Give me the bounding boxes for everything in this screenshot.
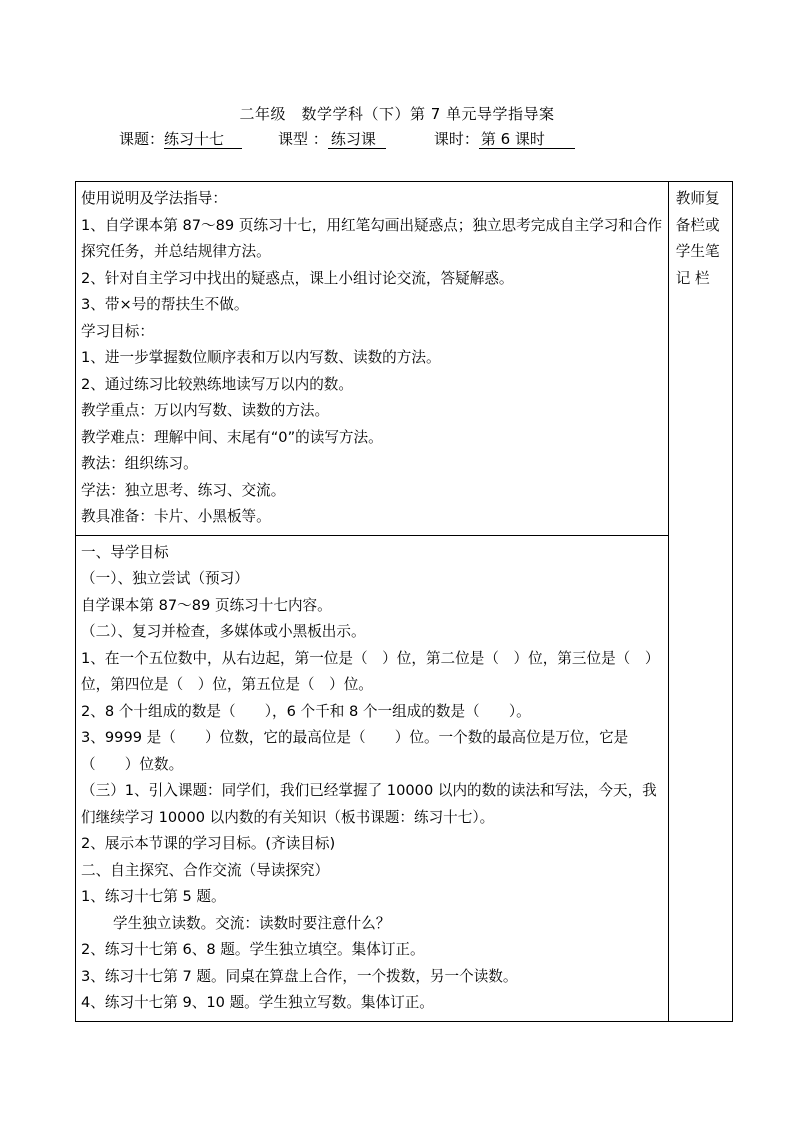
section-heading: 一、导学目标 xyxy=(81,543,169,561)
period-label: 课时： xyxy=(433,130,479,148)
notes-label-line: 学生笔 xyxy=(675,243,720,260)
exercise-item: 2、练习十七第 6、8 题。学生独立填空。集体订正。 xyxy=(81,941,425,958)
learning-method: 学法：独立思考、练习、交流。 xyxy=(81,481,286,499)
objectives-heading: 学习目标： xyxy=(81,322,154,340)
content-line: 自学课本第 87～89 页练习十七内容。 xyxy=(81,596,332,614)
exercise-item: 4、练习十七第 9、10 题。学生独立写数。集体订正。 xyxy=(81,994,434,1011)
guide-heading: 使用说明及学法指导： xyxy=(81,190,227,207)
exercise-item: 3、练习十七第 7 题。同桌在算盘上合作，一个拨数，另一个读数。 xyxy=(81,967,518,985)
content-line: 2、展示本节课的学习目标。(齐读目标) xyxy=(81,835,336,852)
notes-label-line: 记 栏 xyxy=(675,269,710,287)
section-heading: 二、自主探究、合作交流（导读探究） xyxy=(81,861,330,879)
type-label: 课型 ： xyxy=(278,130,328,148)
guide-item: 2、针对自主学习中找出的疑惑点，课上小组讨论交流，答疑解惑。 xyxy=(81,269,514,287)
teaching-method: 教法：组织练习。 xyxy=(81,455,198,472)
notes-label-line: 教师复 xyxy=(675,190,720,207)
guide-row xyxy=(76,182,733,536)
intro-paragraph: （三）1、引入课题：同学们，我们已经掌握了 10000 以内的数的读法和写法，今天，我们继续学习 10000 以内数的有关知识（板书课题：练习十七）。 xyxy=(81,782,657,826)
subsection-heading: （二）、复习并检查，多媒体或小黑板出示。 xyxy=(81,623,366,640)
notes-label-line: 备栏或 xyxy=(675,216,720,234)
content-cell xyxy=(76,535,669,1021)
topic-value: 练习十七 xyxy=(164,131,242,149)
review-question: 1、在一个五位数中，从右边起，第一位是（ ）位，第二位是（ ）位，第三位是（ ）位，第四位是（ ）位，第五位是（ ）位。 xyxy=(81,649,660,693)
difficult-point: 教学难点：理解中间、末尾有“0”的读写方法。 xyxy=(81,428,383,446)
exercise-item: 1、练习十七第 5 题。 xyxy=(81,888,226,905)
key-point: 教学重点：万以内写数、读数的方法。 xyxy=(81,402,330,419)
subsection-heading: （一）、独立尝试（预习） xyxy=(81,570,249,587)
lesson-meta xyxy=(119,129,575,149)
guide-cell xyxy=(76,182,669,536)
page-title: 二年级 数学学科（下）第 7 单元导学指导案 xyxy=(239,105,555,123)
notes-column xyxy=(668,182,732,1022)
review-question: 3、9999 是（ ）位数，它的最高位是（ ）位。一个数的最高位是万位，它是（ ）位数。 xyxy=(81,729,629,773)
teaching-aids: 教具准备：卡片、小黑板等。 xyxy=(81,508,271,525)
review-question: 2、8 个十组成的数是（ ），6 个千和 8 个一组成的数是（ ）。 xyxy=(81,702,531,720)
topic-label: 课题： xyxy=(119,130,165,148)
guide-item: 3、带×号的帮扶生不做。 xyxy=(81,296,249,313)
objective-item: 1、进一步掌握数位顺序表和万以内写数、读数的方法。 xyxy=(81,349,441,366)
objective-item: 2、通过练习比较熟练地读写万以内的数。 xyxy=(81,375,353,393)
content-row xyxy=(76,535,733,1021)
lesson-plan-table xyxy=(75,181,733,1022)
guide-item: 1、自学课本第 87～89 页练习十七，用红笔勾画出疑惑点；独立思考完成自主学习和合作探究任务，并总结规律方法。 xyxy=(81,216,663,260)
period-value: 第 6 课时 xyxy=(479,131,575,149)
exercise-note: 学生独立读数。交流：读数时要注意什么？ xyxy=(113,914,391,932)
type-value: 练习课 xyxy=(328,131,386,149)
